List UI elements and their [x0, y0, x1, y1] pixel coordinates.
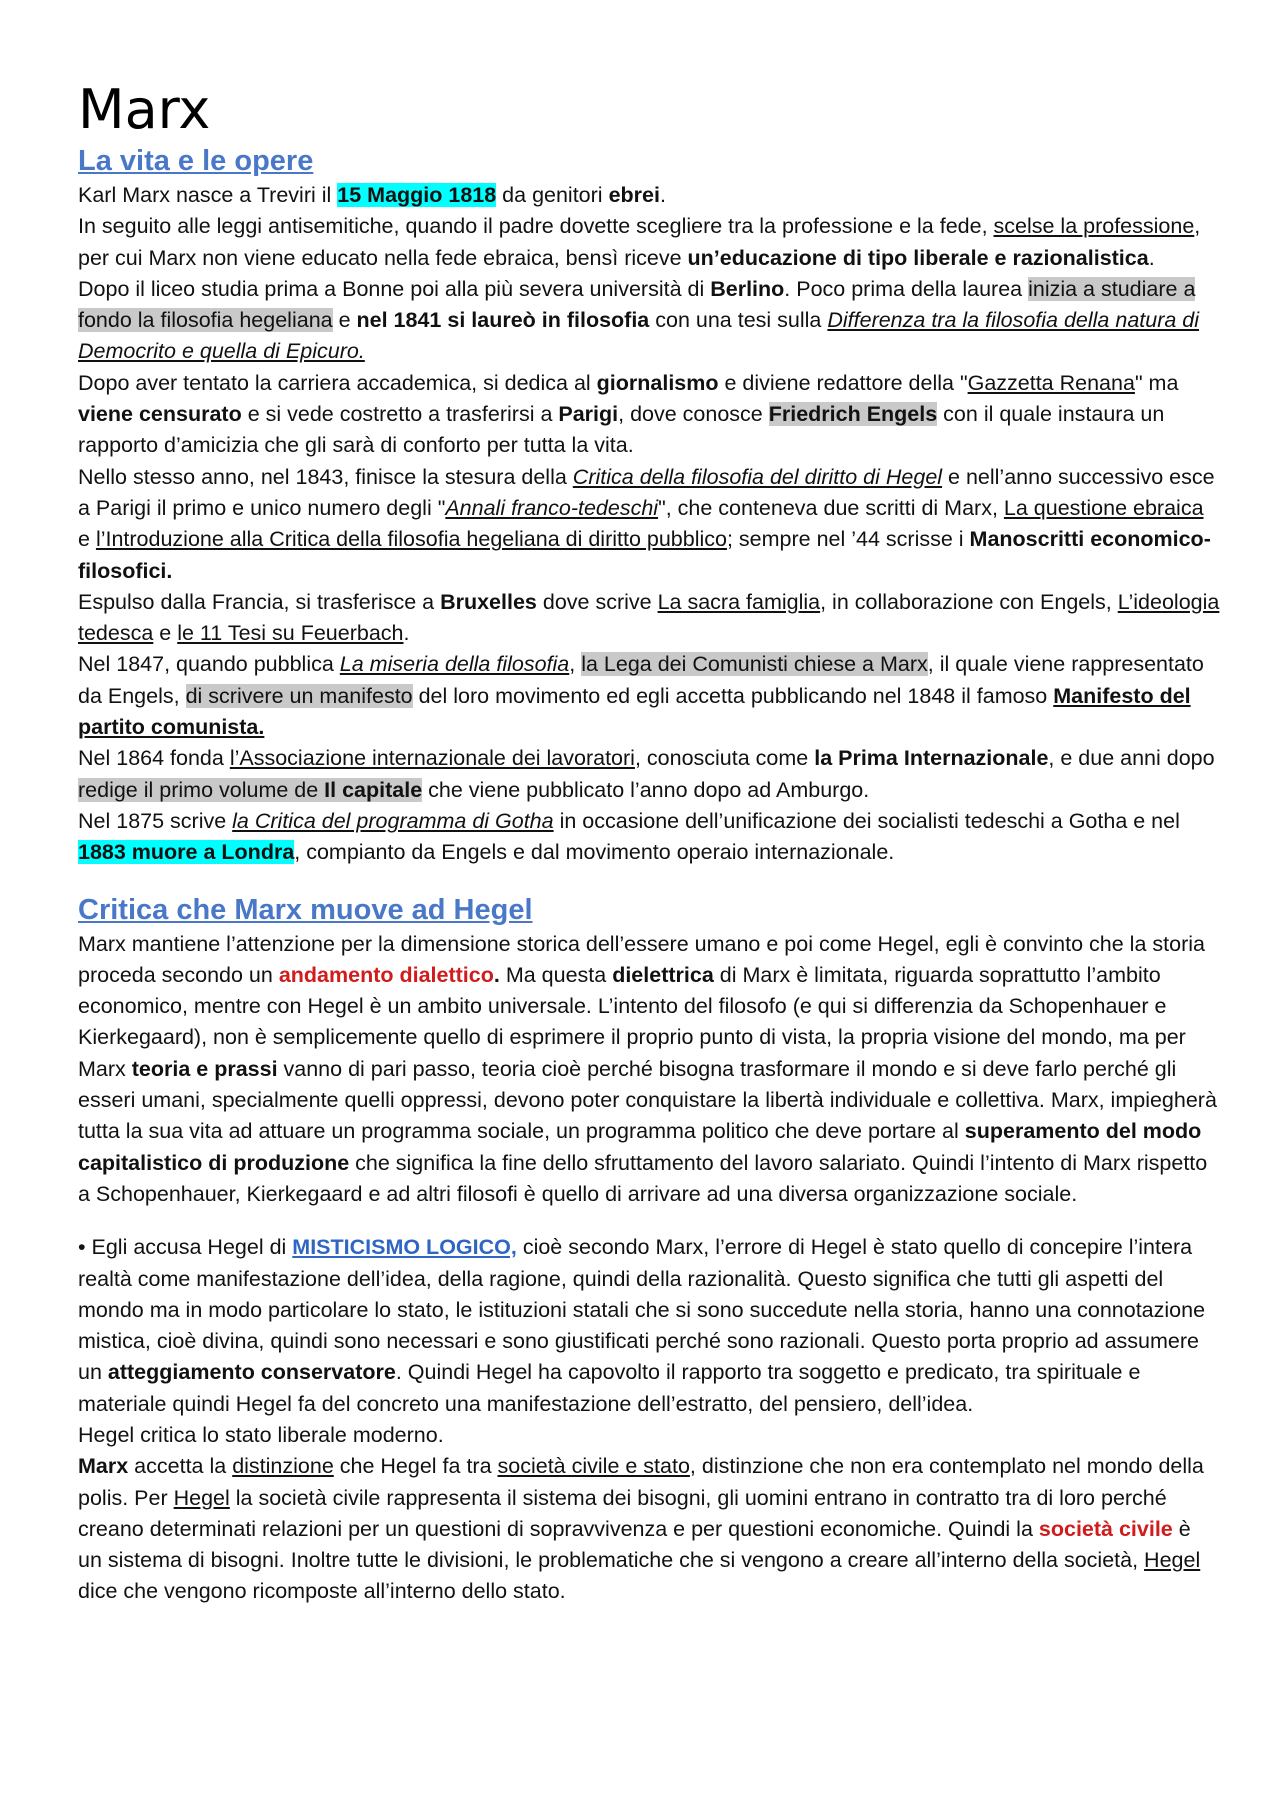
underline-tesi-feuerbach: le 11 Tesi su Feuerbach: [177, 621, 404, 646]
spacer: [78, 1210, 1220, 1232]
text: , distinzione che non era contemplato nel mondo della polis. Per: [78, 1454, 1204, 1510]
text: , e due anni dopo: [1048, 746, 1215, 771]
bold-atteggiamento: atteggiamento conservatore: [107, 1360, 396, 1385]
underline-gazzetta: Gazzetta Renana: [967, 370, 1135, 395]
red-societa-civile: società civile: [1038, 1516, 1173, 1541]
highlight-filosofia-hegeliana: inizia a studiare a fondo la filosofia hegeliana: [78, 276, 1196, 333]
underline-questione: La questione ebraica: [1003, 495, 1204, 520]
text: e nell’anno successivo esce a Parigi il primo e unico numero degli ": [78, 464, 1215, 520]
italic-critica-diritto: Critica della filosofia del diritto di Hegel: [572, 464, 943, 489]
text: ,: [569, 652, 582, 677]
paragraph-societa-civile: [78, 1451, 1220, 1607]
text: che Hegel fa tra: [333, 1454, 498, 1479]
text: . Quindi Hegel ha capovolto il rapporto tra soggetto e predicato, tra spirituale e materiale quindi Hegel fa del concreto una manifestazione dell’estratto, del pensiero, dell’idea.: [78, 1360, 1141, 1416]
text: , dove conosce: [618, 402, 769, 427]
paragraph-1847: [78, 649, 1220, 743]
text: Nello stesso anno, nel 1843, finisce la stesura della: [78, 464, 573, 489]
paragraph-misticismo: [78, 1232, 1220, 1420]
paragraph-bruxelles: [78, 587, 1220, 650]
text: dice che vengono ricomposte all’interno dello stato.: [78, 1579, 566, 1604]
paragraph-1843: [78, 462, 1220, 587]
underline-introduzione: l’Introduzione alla Critica della filosofia hegeliana di diritto pubblico: [95, 527, 727, 552]
section-heading-vita[interactable]: La vita e le opere: [78, 145, 314, 177]
text: di Marx è limitata, riguarda soprattutto l’ambito economico, mentre con Hegel è un ambito universale. L’intento del filosofo (e qui si differenzia da Schopenhauer e Kierkegaard), non è semplicemente quello di esprimere il proprio punto di vista, la propria visione del mondo, ma per Marx: [78, 962, 1186, 1081]
text: la società civile rappresenta il sistema dei bisogni, gli uomini entrano in contratto tra di loro perché creano determinati relazioni per un questioni di sopravvivenza e per questioni economiche. Quindi la: [78, 1485, 1167, 1541]
text: .: [493, 962, 500, 987]
bold-laurea: nel 1841 si laureò in filosofia: [356, 308, 650, 333]
paragraph-nascita: [78, 180, 1220, 211]
text: , per cui Marx non viene educato nella fede ebraica, bensì riceve: [78, 214, 1201, 270]
document-title: Marx: [78, 78, 211, 141]
text: Karl Marx nasce a Treviri il: [78, 183, 338, 207]
text: , il quale viene rappresentato da Engels,: [78, 652, 1204, 708]
bold-marx: Marx: [78, 1454, 129, 1479]
bold-manoscritti: Manoscritti economico-filosofici.: [78, 527, 1211, 583]
highlight-engels: Friedrich Engels: [768, 402, 938, 427]
text: .: [1148, 245, 1155, 270]
text: in occasione dell’unificazione dei socialisti tedeschi a Gotha e nel: [553, 808, 1180, 833]
paragraph-giornalismo: [78, 368, 1220, 462]
text: redige il primo volume de: [78, 777, 325, 802]
paragraph-1864: [78, 743, 1220, 806]
paragraph-studi: [78, 274, 1220, 368]
bold-educazione: un’educazione di tipo liberale e razionalistica: [687, 245, 1149, 270]
bold-capitale: Il capitale: [324, 777, 423, 802]
bold-dielettrica: dielettrica: [612, 962, 714, 987]
text: Dopo il liceo studia prima a Bonne poi alla più severa università di: [78, 276, 711, 301]
text: Espulso dalla Francia, si trasferisce a: [78, 589, 441, 614]
underline-ideologia: L’ideologia tedesca: [78, 589, 1220, 646]
italic-gotha: la Critica del programma di Gotha: [232, 808, 554, 833]
bold-giornalismo: giornalismo: [596, 370, 719, 395]
text: da genitori: [496, 183, 609, 207]
bold-censurato: viene censurato: [78, 402, 242, 427]
text: Nel 1875 scrive: [78, 808, 233, 833]
underline-associazione: l’Associazione internazionale dei lavoratori: [229, 746, 635, 771]
text: che significa la fine dello sfruttamento del lavoro salariato. Quindi l’intento di Marx rispetto a Schopenhauer, Kierkegaard e ad altri filosofi è quello di arrivare ad una diversa organizzazione sociale.: [78, 1150, 1208, 1206]
highlight-manifesto: di scrivere un manifesto: [185, 683, 413, 708]
text: è un sistema di bisogni. Inoltre tutte le divisioni, le problematiche che si vengono a creare all’interno della società,: [78, 1516, 1191, 1573]
paragraph-educazione: [78, 211, 1220, 274]
paragraph-stato-liberale: Hegel critica lo stato liberale moderno.: [78, 1422, 444, 1447]
text: , compianto da Engels e dal movimento operaio internazionale.: [294, 840, 895, 865]
text: .: [403, 621, 410, 646]
italic-annali: Annali franco-tedeschi: [445, 495, 659, 520]
text: Marx mantiene l’attenzione per la dimensione storica dell’essere umano e poi come Hegel, egli è convinto che la storia proceda secondo un: [78, 931, 1205, 987]
text: Nel 1864 fonda: [78, 746, 230, 771]
section-heading-critica[interactable]: Critica che Marx muove ad Hegel: [78, 893, 533, 926]
text: .: [659, 183, 666, 207]
bold-berlino: Berlino: [710, 276, 785, 301]
text: . Poco prima della laurea: [784, 276, 1029, 301]
highlight-death: 1883 muore a Londra: [78, 840, 295, 865]
text: del loro movimento ed egli accetta pubblicando nel 1848 il famoso: [412, 683, 1054, 708]
text: vanno di pari passo, teoria cioè perché bisogna trasformare il mondo e si deve farlo perché gli esseri umani, specialmente quelli oppressi, devono poter conquistare la libertà individuale e collettiva. Marx, impiegherà tutta la sua vita ad attuare un programma sociale, un programma politico che deve portare al: [78, 1056, 1217, 1144]
text: cioè secondo Marx, l’errore di Hegel è stato quello di concepire l’intera realtà come manifestazione dell’idea, della ragione, quindi della razionalità. Questo significa che tutti gli aspetti del mondo ma in modo particolare lo stato, le istituzioni statali che si sono succedute nella storia, hanno una connotazione mistica, cioè divina, quindi sono necessari e sono giustificati perché sono razionali. Questo porta proprio ad assumere un: [78, 1235, 1206, 1385]
underline-sacra-famiglia: La sacra famiglia: [657, 589, 821, 614]
highlight-lega: la Lega dei Comunisti chiese a Marx: [581, 652, 928, 677]
spacer: [78, 869, 1220, 891]
text: Ma questa: [499, 962, 613, 987]
italic-miseria: La miseria della filosofia: [339, 652, 570, 677]
link-misticismo[interactable]: MISTICISMO LOGICO,: [292, 1235, 517, 1260]
underline-hegel: Hegel: [1144, 1548, 1201, 1573]
bold-bruxelles: Bruxelles: [440, 589, 537, 614]
text: con il quale instaura un rapporto d’amicizia che gli sarà di conforto per tutta la vita.: [78, 402, 1165, 458]
highlight-birth-date: 15 Maggio 1818: [337, 183, 497, 207]
text: e: [153, 621, 178, 646]
text: con una tesi sulla: [649, 308, 828, 333]
text: • Egli accusa Hegel di: [78, 1235, 293, 1260]
text: , conosciuta come: [634, 746, 815, 771]
text: e: [78, 527, 96, 552]
text: dove scrive: [536, 589, 658, 614]
bold-ebrei: ebrei: [608, 183, 660, 207]
red-andamento: andamento dialettico: [278, 962, 494, 987]
bold-manifesto-partito: Manifesto del partito comunista.: [78, 683, 1191, 740]
text: e si vede costretto a trasferirsi a: [241, 402, 559, 427]
text: , in collaborazione con Engels,: [820, 589, 1118, 614]
text: " ma: [1134, 370, 1179, 395]
text: Dopo aver tentato la carriera accademica, si dedica al: [78, 370, 597, 395]
highlight-capitale: [78, 778, 422, 802]
text: ", che conteneva due scritti di Marx,: [658, 495, 1004, 520]
italic-tesi: Differenza tra la filosofia della natura di Democrito e quella di Epicuro.: [78, 308, 1200, 364]
underline-scelse: scelse la professione: [993, 214, 1195, 239]
paragraph-dialettica: [78, 929, 1220, 1211]
document-page: [78, 78, 1220, 1608]
underline-hegel: Hegel: [173, 1485, 230, 1510]
bold-parigi: Parigi: [558, 402, 619, 427]
bold-prima-internazionale: la Prima Internazionale: [814, 746, 1049, 771]
bold-teoria-prassi: teoria e prassi: [131, 1056, 278, 1081]
text: e diviene redattore della ": [718, 370, 968, 395]
text: che viene pubblicato l’anno dopo ad Amburgo.: [422, 777, 870, 802]
text: Nel 1847, quando pubblica: [78, 652, 340, 677]
text: e: [332, 308, 357, 333]
text: In seguito alle leggi antisemitiche, quando il padre dovette scegliere tra la professione e la fede,: [78, 214, 994, 239]
bold-superamento: superamento del modo capitalistico di produzione: [78, 1119, 1202, 1175]
text: accetta la: [128, 1454, 233, 1479]
underline-societa-stato: società civile e stato: [497, 1454, 690, 1479]
paragraph-1875: [78, 806, 1220, 869]
underline-distinzione: distinzione: [232, 1454, 334, 1479]
text: ; sempre nel ’44 scrisse i: [726, 527, 970, 552]
